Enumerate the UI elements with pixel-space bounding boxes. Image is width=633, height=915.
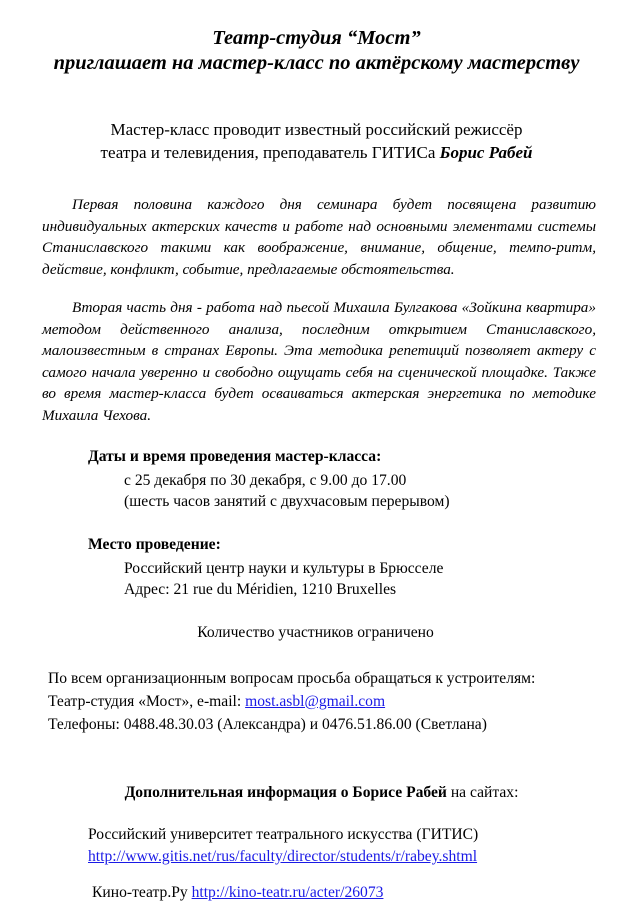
site-2-row — [60, 882, 603, 904]
participants-limit-note: Количество участников ограничено — [197, 624, 434, 641]
dates-heading: Даты и время проведения мастер-класса: — [88, 448, 382, 465]
body-paragraphs — [0, 194, 633, 426]
paragraph-2: Вторая часть дня - работа над пьесой Михаила Булгакова «Зойкина квартира» методом действенного анализа, последним открытием Станиславского, малоизвестным в странах Европы. Эта методика репетиций позволяет актеру с самого начала уверенно и свободно ощущать себя на сценической площадке. Также во время мастер-класса будет осваиваться актерская энергетика по методике Михаила Чехова. — [42, 299, 596, 424]
site-2-name: Кино-театр.Ру — [92, 884, 192, 901]
site-1-name: Российский университет театрального искусства (ГИТИС) — [88, 826, 479, 843]
spacer — [88, 512, 603, 534]
place-line-1: Российский центр науки и культуры в Брюсселе — [124, 560, 444, 577]
document-page — [0, 26, 633, 915]
document-title — [0, 26, 633, 76]
title-line-2: приглашает на мастер-класс по актёрскому мастерству — [53, 52, 580, 74]
gitis-link[interactable]: http://www.gitis.net/rus/faculty/director/students/r/rabey.shtml — [88, 848, 478, 865]
contacts-section — [0, 667, 633, 736]
subtitle-line-2-text: театра и телевидения, преподаватель ГИТИСа — [100, 143, 440, 162]
extra-info-heading — [60, 782, 603, 804]
place-line-2: Адрес: 21 rue du Méridien, 1210 Bruxelles — [124, 581, 397, 598]
contacts-intro: По всем организационным вопросам просьба обращаться к устроителям: — [48, 670, 536, 687]
contacts-email-line — [48, 690, 603, 713]
document-subtitle — [0, 118, 633, 164]
title-line-1: Театр-студия “Мост” — [212, 27, 421, 49]
dates-line-1: с 25 декабря по 30 декабря, с 9.00 до 17.00 — [124, 472, 407, 489]
instructor-name: Борис Рабей — [439, 143, 533, 162]
extra-info-heading-bold: Дополнительная информация о Борисе Рабей — [124, 784, 447, 801]
place-heading: Место проведение: — [88, 536, 221, 553]
paragraph-1: Первая половина каждого дня семинара будет посвящена развитию индивидуальных актерских качеств и работе над основными элементами системы Станиславского такими как воображение, внимание, общение, темпо-ритм, действие, конфликт, событие, предлагаемые обстоятельства. — [42, 196, 596, 278]
spacer — [88, 600, 603, 622]
contacts-email-prefix: Театр-студия «Мост», e-mail: — [48, 693, 246, 710]
extra-info-heading-plain: на сайтах: — [446, 784, 519, 801]
email-link[interactable]: most.asbl@gmail.com — [245, 693, 386, 710]
details-section — [0, 446, 633, 643]
site-1-link-row — [60, 846, 603, 868]
subtitle-line-2 — [55, 141, 578, 164]
kinoteatr-link[interactable]: http://kino-teatr.ru/acter/26073 — [191, 884, 384, 901]
contacts-phones: Телефоны: 0488.48.30.03 (Александра) и 0476.51.86.00 (Светлана) — [48, 716, 487, 733]
dates-line-2: (шесть часов занятий с двухчасовым перерывом) — [124, 493, 450, 510]
extra-info-section — [0, 782, 633, 904]
subtitle-line-1: Мастер-класс проводит известный российский режиссёр — [110, 120, 523, 139]
